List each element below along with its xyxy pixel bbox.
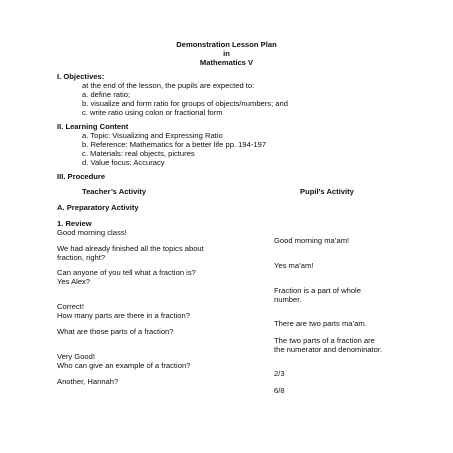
pupil-line: The two parts of a fraction are	[274, 336, 375, 345]
learning-content-heading: II. Learning Content	[57, 122, 129, 131]
teacher-line: Another, Hannah?	[57, 377, 119, 386]
teacher-line: fraction, right?	[57, 253, 106, 262]
learning-content-item: c. Materials: real objects, pictures	[82, 149, 195, 158]
teacher-line: What are those parts of a fraction?	[57, 327, 174, 336]
objective-item: a. define ratio;	[82, 90, 131, 99]
doc-subject: Mathematics V	[199, 58, 254, 67]
teacher-line: Good morning class!	[57, 228, 127, 237]
teacher-activity-column-header: Teacher’s Activity	[82, 187, 147, 196]
pupil-line: Yes ma’am!	[274, 261, 314, 270]
pupil-line: 6/8	[274, 386, 285, 395]
pupil-line: number.	[274, 295, 302, 304]
doc-title: Demonstration Lesson Plan	[176, 40, 277, 49]
learning-content-item: b. Reference: Mathematics for a better life pp. 194-197	[82, 140, 267, 149]
doc-title-in: in	[223, 49, 230, 58]
objectives-intro: at the end of the lesson, the pupils are expected to:	[82, 81, 255, 90]
pupil-line: the numerator and denominator.	[274, 345, 383, 354]
teacher-line: Can anyone of you tell what a fraction is?	[57, 268, 196, 277]
objective-item: b. visualize and form ratio for groups of objects/numbers; and	[82, 99, 288, 108]
objectives-heading: I. Objectives:	[57, 72, 105, 81]
pupil-line: Good morning ma’am!	[274, 236, 350, 245]
pupil-line: Fraction is a part of whole	[274, 286, 361, 295]
teacher-line: Very Good!	[57, 352, 95, 361]
teacher-line: Who can give an example of a fraction?	[57, 361, 191, 370]
teacher-line: Yes Alex?	[57, 277, 91, 286]
learning-content-item: d. Value focus: Accuracy	[82, 158, 165, 167]
learning-content-item: a. Topic: Visualizing and Expressing Ratio	[82, 131, 223, 140]
pupil-activity-column-header: Pupil’s Activity	[300, 187, 354, 196]
teacher-line: We had already finished all the topics about	[57, 244, 204, 253]
pupil-line: There are two parts ma’am.	[274, 319, 367, 328]
procedure-heading: III. Procedure	[57, 172, 106, 181]
objective-item: c. write ratio using colon or fractional form	[82, 108, 223, 117]
preparatory-activity-heading: A. Preparatory Activity	[57, 203, 139, 212]
teacher-line: Correct!	[57, 302, 85, 311]
teacher-line: How many parts are there in a fraction?	[57, 311, 190, 320]
pupil-line: 2/3	[274, 369, 285, 378]
review-heading: 1. Review	[57, 219, 92, 228]
